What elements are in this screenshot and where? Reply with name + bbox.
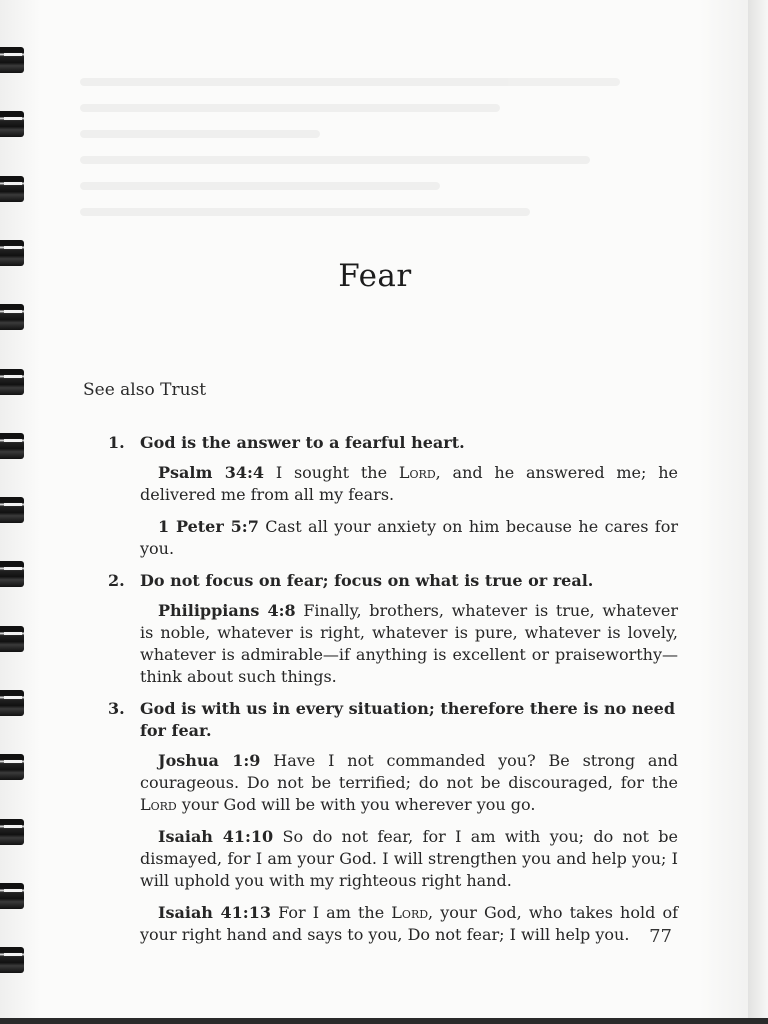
verse (108, 902, 678, 946)
point-heading-text: Do not focus on fear; focus on what is true or real. (140, 571, 594, 590)
point-item (108, 698, 678, 946)
verse-text: , your God, who takes hold of your right hand and says to you, Do not fear; I will help you. (140, 903, 679, 944)
point-heading (108, 432, 678, 454)
spiral-ring (0, 369, 24, 395)
spiral-ring (0, 819, 24, 845)
page-title: Fear (338, 258, 412, 294)
spiral-ring (0, 754, 24, 780)
spiral-ring (0, 176, 24, 202)
verse-text: So do not fear, for I am with you; do not be dismayed, for I am your God. I will strengthen you and help you; I will uphold you with my righteous right hand. (140, 827, 679, 890)
spiral-ring (0, 497, 24, 523)
verse-text: Have I not commanded you? Be strong and courageous. Do not be terrified; do not be discouraged, for the (140, 751, 679, 792)
verse-text: , and he answered me; he delivered me from all my fears. (140, 463, 678, 504)
verse-reference: Philippians 4:8 (158, 601, 296, 620)
verse-text: Cast all your anxiety on him because he cares for you. (140, 517, 678, 558)
verse-reference: Isaiah 41:13 (158, 903, 271, 922)
spiral-ring (0, 47, 24, 73)
points-list (108, 432, 678, 956)
spiral-ring (0, 433, 24, 459)
verse-text: I sought the (264, 463, 399, 482)
page-number: 77 (649, 926, 672, 947)
spiral-ring (0, 690, 24, 716)
verse (108, 516, 678, 560)
verse (108, 826, 678, 892)
see-also-reference: See also Trust (83, 380, 207, 400)
page-edge (748, 0, 768, 1024)
point-number: 3. (108, 699, 125, 718)
spiral-ring (0, 947, 24, 973)
spiral-ring (0, 883, 24, 909)
point-heading-text: God is with us in every situation; therefore there is no need for fear. (140, 699, 676, 740)
spiral-ring (0, 626, 24, 652)
point-item (108, 432, 678, 560)
verse-text: your God will be with you wherever you go. (176, 795, 536, 814)
verse-reference: Isaiah 41:10 (158, 827, 274, 846)
verse-text: Finally, brothers, whatever is true, whatever is noble, whatever is right, whatever is pure, whatever is lovely, whatever is admirable—if anything is excellent or praiseworthy—think about such things. (140, 601, 678, 686)
point-item (108, 570, 678, 688)
verse (108, 750, 678, 816)
verse-reference: Joshua 1:9 (158, 751, 261, 770)
spiral-ring (0, 304, 24, 330)
verse-lord: Lord (398, 463, 436, 482)
verse-text: For I am the (270, 903, 392, 922)
bottom-edge (0, 1018, 768, 1024)
point-heading (108, 570, 678, 592)
point-number: 2. (108, 571, 125, 590)
point-heading (108, 698, 678, 742)
verse-lord: Lord (391, 903, 429, 922)
verse (108, 462, 678, 506)
verse (108, 600, 678, 688)
point-heading-text: God is the answer to a fearful heart. (140, 433, 465, 452)
spiral-ring (0, 111, 24, 137)
verse-lord: Lord (140, 795, 177, 814)
spiral-ring (0, 561, 24, 587)
verse-reference: Psalm 34:4 (158, 463, 265, 482)
verse-reference: 1 Peter 5:7 (158, 517, 259, 536)
point-number: 1. (108, 433, 125, 452)
